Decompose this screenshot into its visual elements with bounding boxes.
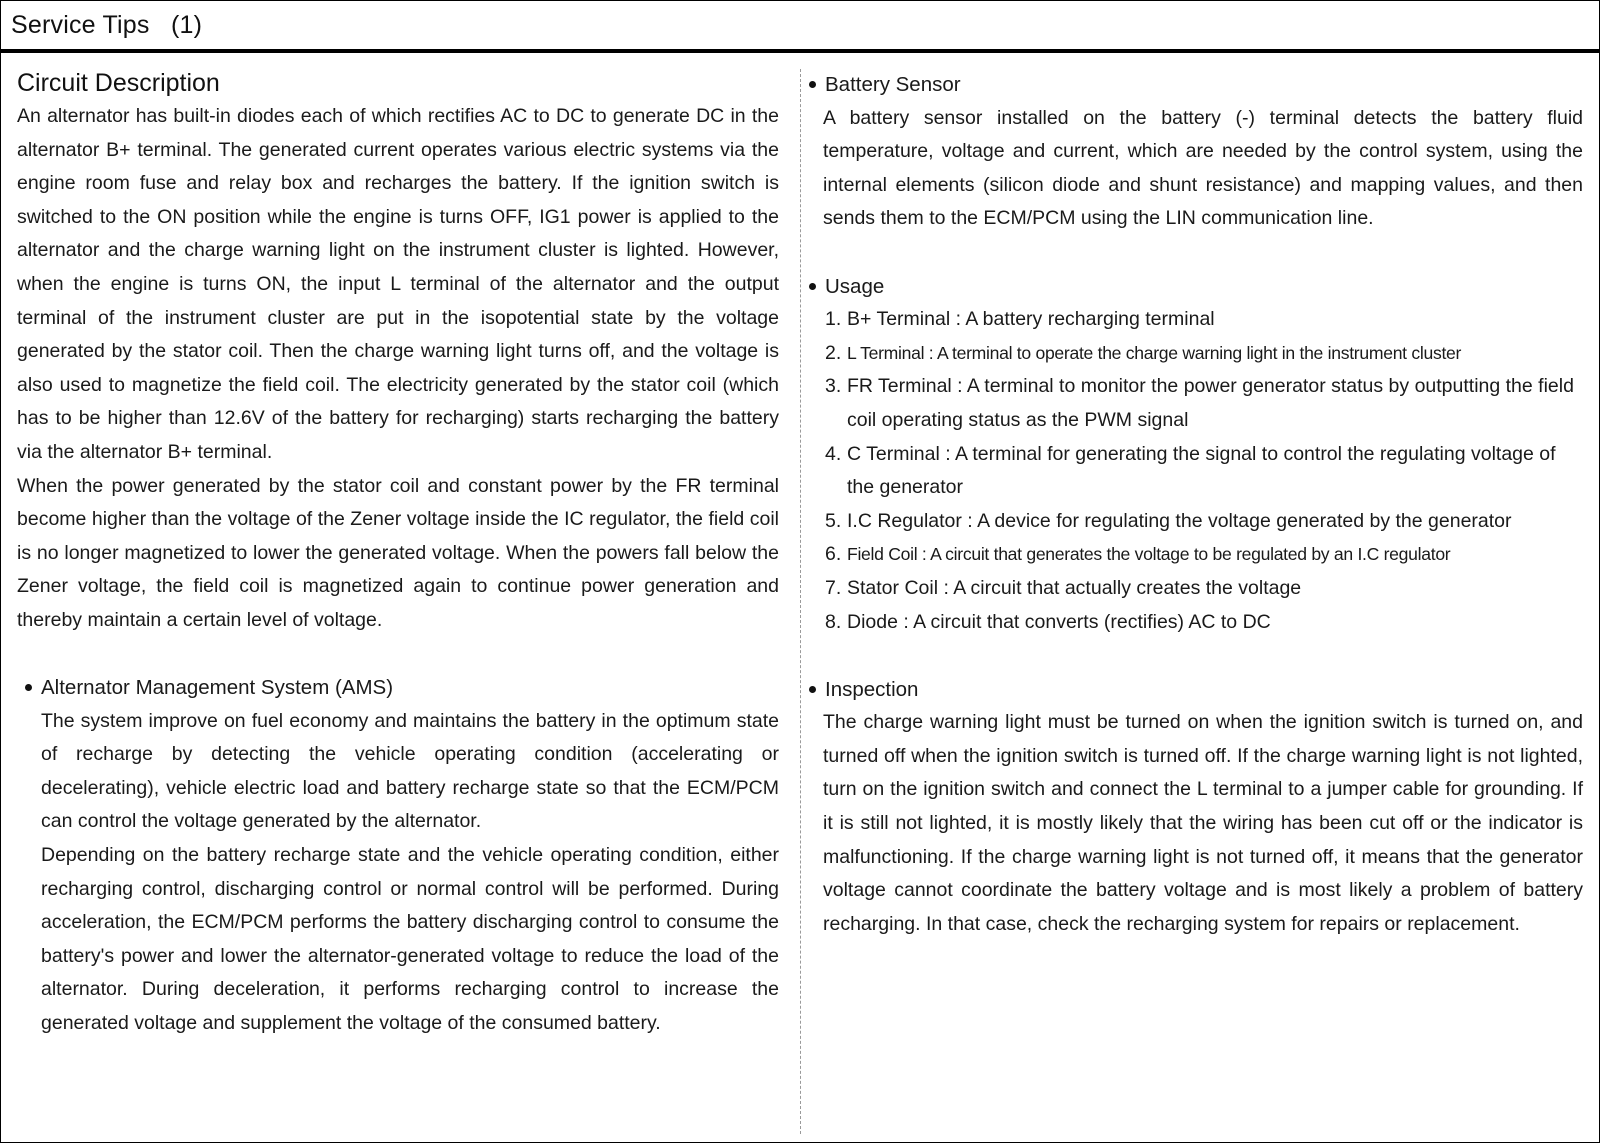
list-item	[823, 505, 1583, 539]
list-item-text: Field Coil : A circuit that generates the voltage to be regulated by an I.C regulator	[847, 544, 1451, 565]
list-item-number: 2.	[825, 341, 842, 364]
column-divider	[800, 69, 801, 1134]
list-item-number: 3.	[825, 375, 842, 398]
usage-section	[823, 270, 1583, 640]
bullet-icon	[25, 684, 32, 691]
circuit-description-paragraph-1: An alternator has built-in diodes each of which rectifies AC to DC to generate DC in the alternator B+ terminal. The generated current operates various electric systems via the engine room fuse and relay box and recharges the battery. If the ignition switch is switched to the ON position while the engine is turns OFF, IG1 power is applied to the alternator and the charge warning light on the instrument cluster is lighted. However, when the engine is turns ON, the input L terminal of the alternator and the output terminal of the instrument cluster are put in the isopotential state by the voltage generated by the stator coil. Then the charge warning light turns off, and the voltage is also used to magnetize the field coil. The electricity generated by the stator coil (which has to be higher than 12.6V of the battery for recharging) starts recharging the battery via the alternator B+ terminal.	[17, 105, 779, 463]
list-item-number: 1.	[825, 308, 842, 331]
battery-sensor-section	[823, 68, 1583, 236]
inspection-heading-text: Inspection	[825, 677, 919, 701]
list-item-text: Stator Coil : A circuit that actually creates the voltage	[847, 576, 1302, 599]
list-item	[823, 438, 1583, 505]
page-header	[1, 1, 1599, 53]
list-item-text: C Terminal : A terminal for generating the signal to control the regulating voltage of the generator	[847, 442, 1556, 499]
spacer	[17, 638, 779, 672]
battery-sensor-heading-text: Battery Sensor	[825, 73, 961, 96]
usage-list	[823, 303, 1583, 639]
list-item	[823, 370, 1583, 437]
page-title: Service Tips (1)	[11, 10, 203, 39]
list-item	[823, 303, 1583, 337]
ams-paragraph-1: The system improve on fuel economy and maintains the battery in the optimum state of recharge by detecting the vehicle operating condition (accelerating or decelerating), vehicle electric load and battery recharge state so that the ECM/PCM can control the voltage generated by the alternator.	[41, 709, 779, 833]
spacer	[823, 53, 1583, 68]
battery-sensor-text: A battery sensor installed on the battery (-) terminal detects the battery fluid temperature, voltage and current, which are needed by the control system, using the internal elements (silicon diode and shunt resistance) and mapping values, and then sends them to the ECM/PCM using the LIN communication line.	[823, 106, 1583, 230]
list-item-number: 7.	[825, 576, 842, 599]
list-item-text: B+ Terminal : A battery recharging terminal	[847, 308, 1215, 331]
ams-paragraph-2: Depending on the battery recharge state and the vehicle operating condition, either recharging control, discharging control or normal control will be performed. During acceleration, the ECM/PCM performs the battery discharging control to consume the battery's power and lower the alternator-generated voltage to reduce the load of the alternator. During deceleration, it performs recharging control to increase the generated voltage and supplement the voltage of the consumed battery.	[41, 844, 779, 1035]
usage-heading	[825, 270, 1583, 304]
right-column	[823, 53, 1583, 941]
list-item	[823, 606, 1583, 640]
list-item-number: 8.	[825, 610, 842, 633]
list-item-text: Diode : A circuit that converts (rectifies) AC to DC	[847, 610, 1271, 633]
battery-sensor-heading	[825, 68, 1583, 102]
inspection-section	[823, 673, 1583, 942]
bullet-icon	[809, 283, 816, 290]
list-item-text: FR Terminal : A terminal to monitor the power generator status by outputting the field coil operating status as the PWM signal	[847, 375, 1574, 431]
spacer	[823, 639, 1583, 673]
bullet-icon	[809, 686, 816, 693]
ams-section	[17, 671, 779, 1041]
inspection-heading	[825, 673, 1583, 707]
ams-heading	[41, 671, 779, 705]
list-item-number: 4.	[825, 442, 842, 465]
bullet-icon	[809, 81, 816, 88]
content-columns	[1, 53, 1599, 1142]
usage-heading-text: Usage	[825, 274, 885, 298]
inspection-text: The charge warning light must be turned on when the ignition switch is turned on, and turned off when the ignition switch is turned off. If the charge warning light is not lighted, turn on the ignition switch and connect the L terminal to a jumper cable for grounding. If it is still not lighted, it is mostly likely that the wiring has been cut off or the indicator is malfunctioning. If the charge warning light is not turned off, it means that the generator voltage cannot coordinate the battery voltage and is most likely a problem of battery recharging. In that case, check the recharging system for repairs or replacement.	[823, 711, 1583, 935]
list-item-number: 6.	[825, 543, 842, 566]
list-item-text: L Terminal : A terminal to operate the charge warning light in the instrument cluster	[847, 342, 1462, 363]
list-item	[823, 337, 1583, 371]
circuit-description-title: Circuit Description	[17, 69, 220, 97]
list-item	[823, 572, 1583, 606]
circuit-description-paragraph-2: When the power generated by the stator coil and constant power by the FR terminal become higher than the voltage of the Zener voltage inside the IC regulator, the field coil is no longer magnetized to lower the generated voltage. When the powers fall below the Zener voltage, the field coil is magnetized again to continue power generation and thereby maintain a certain level of voltage.	[17, 474, 779, 631]
spacer	[823, 236, 1583, 270]
list-item-number: 5.	[825, 509, 842, 532]
ams-heading-text: Alternator Management System (AMS)	[41, 676, 394, 700]
left-column	[17, 53, 779, 1041]
list-item-text: I.C Regulator : A device for regulating the voltage generated by the generator	[847, 509, 1512, 532]
list-item	[823, 538, 1583, 572]
